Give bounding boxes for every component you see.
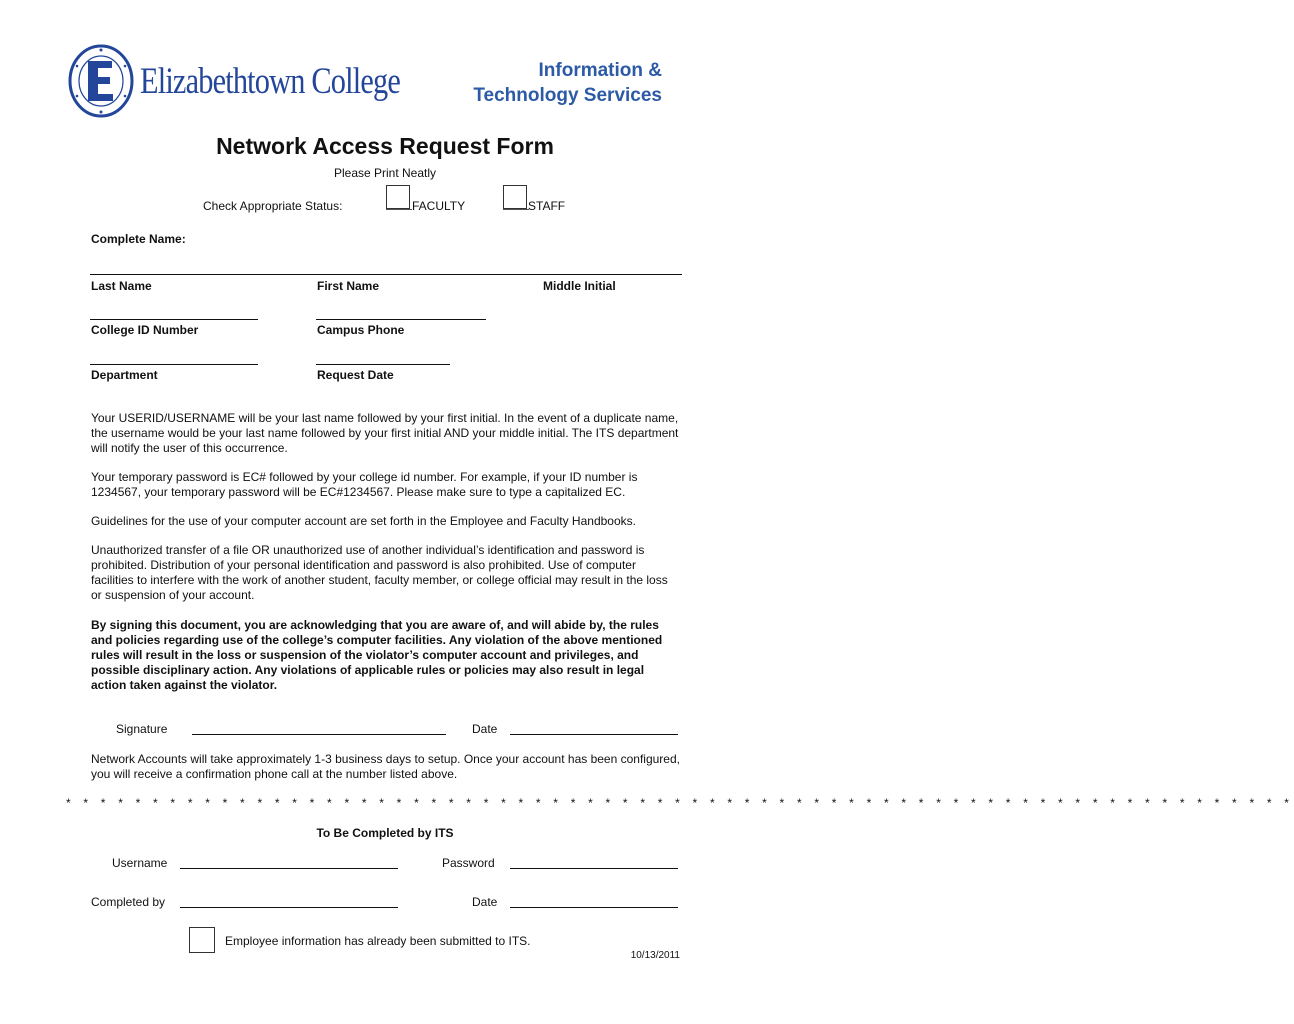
first-name-label: First Name bbox=[317, 279, 380, 293]
staff-label: STAFF bbox=[528, 199, 566, 213]
middle-initial-label: Middle Initial bbox=[543, 279, 616, 293]
its-date-input-line[interactable] bbox=[510, 907, 678, 908]
password-label: Password bbox=[442, 856, 495, 870]
its-section-heading: To Be Completed by ITS bbox=[316, 826, 454, 840]
complete-name-label: Complete Name: bbox=[91, 232, 186, 246]
college-id-input-line[interactable] bbox=[90, 319, 258, 320]
department-line-1: Information & bbox=[538, 60, 662, 81]
request-date-input-line[interactable] bbox=[316, 364, 450, 365]
staff-checkbox[interactable] bbox=[503, 185, 527, 209]
faculty-checkbox[interactable] bbox=[386, 185, 410, 209]
campus-phone-label: Campus Phone bbox=[317, 323, 405, 337]
department-label: Department bbox=[91, 368, 158, 382]
department-line-2: Technology Services bbox=[473, 85, 662, 106]
username-label: Username bbox=[112, 856, 168, 870]
signature-date-label: Date bbox=[472, 722, 498, 736]
unauthorized-paragraph: Unauthorized transfer of a file OR unauthorized use of another individual’s identification and password is prohibited. Distribution of your personal identification and password is also prohibited. Use of computer facilities to interfere with the work of another student, faculty member, or college official may result in the loss or suspension of your account. bbox=[91, 543, 668, 602]
college-seal-logo bbox=[68, 44, 134, 118]
username-paragraph: Your USERID/USERNAME will be your last name followed by your first initial. In the event of a duplicate name, the username would be your last name followed by your first initial AND your middle initial. The ITS department will notify the user of this occurrence. bbox=[91, 411, 679, 455]
status-label: Check Appropriate Status: bbox=[203, 199, 343, 213]
acknowledgement-paragraph: By signing this document, you are acknowledging that you are aware of, and will abide by, the rules and policies regarding use of the college’s computer facilities. Any violation of the above mentioned rules will result in the loss or suspension of the violator’s computer account and privileges, and possible disciplinary action. Any violations of applicable rules or policies may also result in legal action taken against the violator. bbox=[91, 618, 663, 692]
employee-info-checkbox[interactable] bbox=[189, 927, 215, 953]
last-name-label: Last Name bbox=[91, 279, 152, 293]
password-input-line[interactable] bbox=[510, 868, 678, 869]
college-name-logo: Elizabethtown College bbox=[140, 61, 400, 102]
faculty-checkbox-underline bbox=[386, 209, 412, 210]
college-id-label: College ID Number bbox=[91, 323, 199, 337]
signature-label: Signature bbox=[116, 722, 168, 736]
employee-info-checkbox-label: Employee information has already been submitted to ITS. bbox=[225, 934, 531, 948]
completed-by-input-line[interactable] bbox=[180, 907, 398, 908]
section-separator: * * * * * * * * * * * * * * * * * * * * * * * * * * * * * * * * * * * * * * * * * * * * * * * * * * * * * * * * * * * * * * * * * * * * * * * bbox=[66, 796, 1294, 810]
department-title bbox=[473, 58, 662, 108]
setup-note: Network Accounts will take approximately 1-3 business days to setup. Once your account has been configured, you will receive a confirmation phone call at the number listed above. bbox=[91, 752, 680, 781]
name-input-line[interactable] bbox=[90, 274, 682, 275]
guidelines-paragraph: Guidelines for the use of your computer account are set forth in the Employee and Faculty Handbooks. bbox=[91, 514, 636, 528]
signature-date-input-line[interactable] bbox=[510, 734, 678, 735]
revision-date: 10/13/2011 bbox=[630, 950, 680, 961]
form-subtitle: Please Print Neatly bbox=[333, 166, 437, 180]
department-input-line[interactable] bbox=[90, 364, 258, 365]
password-paragraph: Your temporary password is EC# followed by your college id number. For example, if your ID number is 1234567, your temporary password will be EC#1234567. Please make sure to type a capitalized EC. bbox=[91, 470, 638, 499]
staff-checkbox-underline bbox=[503, 209, 529, 210]
campus-phone-input-line[interactable] bbox=[316, 319, 486, 320]
request-date-label: Request Date bbox=[317, 368, 394, 382]
faculty-label: FACULTY bbox=[412, 199, 466, 213]
signature-input-line[interactable] bbox=[192, 734, 446, 735]
username-input-line[interactable] bbox=[180, 868, 398, 869]
its-date-label: Date bbox=[472, 895, 498, 909]
completed-by-label: Completed by bbox=[91, 895, 166, 909]
form-title: Network Access Request Form bbox=[216, 133, 554, 159]
